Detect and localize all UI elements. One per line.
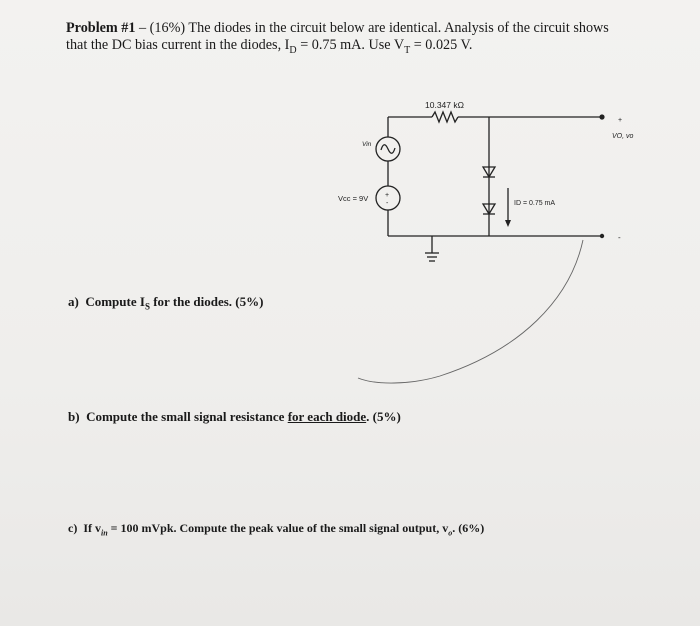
ac-source-wave	[381, 145, 395, 154]
question-b-prefix: b)	[68, 409, 80, 424]
problem-points: – (16%)	[135, 20, 186, 36]
vcc-plus-mark: +	[385, 192, 390, 199]
current-arrowhead	[505, 220, 511, 227]
question-c	[68, 521, 484, 537]
problem-text-line2: that the DC bias current in the diodes, I	[66, 37, 290, 53]
problem-text-line2-mid: = 0.75 mA. Use V	[296, 37, 405, 53]
subscript-o: o	[448, 528, 453, 538]
vin-label: Vin	[362, 141, 372, 148]
problem-label: Problem #1	[66, 20, 136, 36]
question-b-text: Compute the small signal resistance	[86, 409, 288, 424]
problem-text-line2-end: = 0.025 V.	[410, 37, 473, 53]
subscript-d: D	[289, 44, 297, 56]
output-terminal-top	[599, 114, 604, 119]
question-a-text: Compute I	[85, 294, 145, 309]
question-c-text2: = 100 mVpk. Compute the peak value of the small signal output, v	[107, 521, 449, 535]
question-a	[68, 294, 263, 312]
subscript-in: in	[101, 528, 108, 538]
question-c-prefix: c)	[68, 521, 78, 535]
question-a-end: for the diodes. (5%)	[149, 294, 264, 309]
subscript-s: S	[144, 301, 150, 312]
question-c-end: . (6%)	[452, 521, 485, 535]
vcc-label: Vcc = 9V	[338, 194, 369, 203]
subscript-t: T	[404, 44, 411, 56]
question-b-end: . (5%)	[366, 409, 401, 424]
question-a-prefix: a)	[68, 294, 79, 309]
output-terminal-bottom	[600, 234, 604, 238]
resistor-label: 10.347 kΩ	[425, 100, 464, 110]
output-minus-sign: -	[618, 233, 621, 242]
output-plus-sign: +	[618, 117, 623, 124]
vcc-minus-mark: -	[386, 200, 389, 207]
diode-current-label: ID = 0.75 mA	[514, 200, 556, 207]
problem-text-line1: The diodes in the circuit below are identical. Analysis of the circuit shows	[185, 20, 609, 36]
question-b-underlined: for each diode	[287, 409, 367, 424]
output-label: VO, vo	[612, 133, 634, 140]
question-c-text1: If v	[83, 521, 101, 535]
resistor	[432, 112, 458, 122]
question-b	[68, 409, 401, 425]
annotation-curve	[358, 240, 583, 383]
